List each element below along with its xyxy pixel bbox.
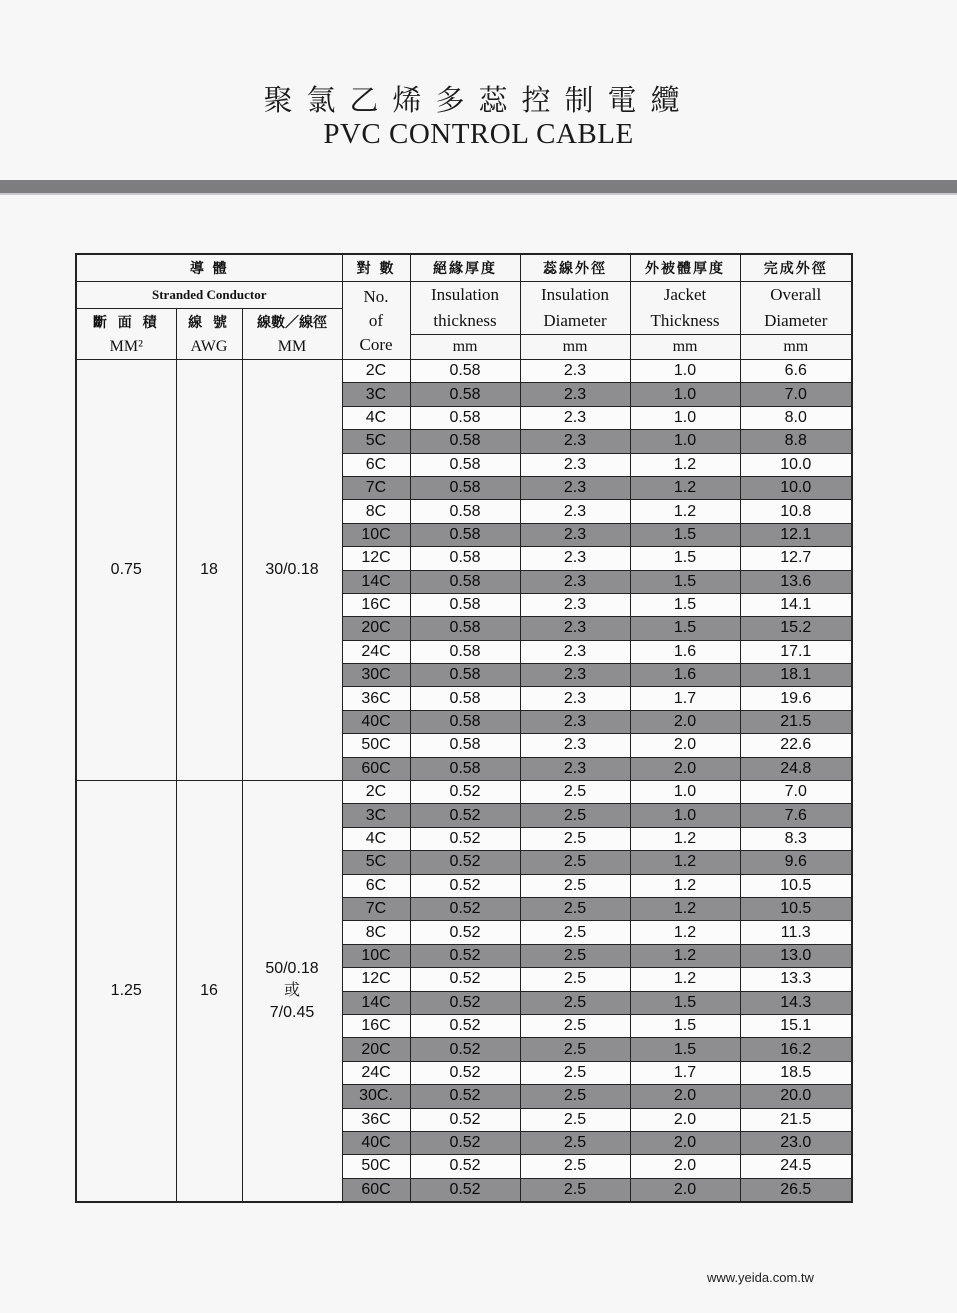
cell-jacket-thickness: 2.0 [630,734,740,757]
cell-insulation-diameter: 2.5 [520,1038,630,1061]
cell-insulation-diameter: 2.5 [520,827,630,850]
cell-core-count: 6C [342,453,410,476]
header-pairs: 對 數 [342,254,410,282]
cell-core-count: 36C [342,687,410,710]
cell-core-count: 8C [342,500,410,523]
cell-insulation-thickness: 0.58 [410,453,520,476]
cell-insulation-diameter: 2.5 [520,1061,630,1084]
cell-core-count: 50C [342,734,410,757]
header-strand-unit: MM [242,335,342,360]
cell-core-count: 3C [342,804,410,827]
header-area-cn: 斷 面 積 [76,308,176,335]
cell-jacket-thickness: 1.0 [630,383,740,406]
cell-insulation-thickness: 0.52 [410,1108,520,1131]
cell-jacket-thickness: 1.2 [630,476,740,499]
cell-insulation-diameter: 2.5 [520,991,630,1014]
website-url: www.yeida.com.tw [707,1270,814,1285]
header-jacket-thickness-en2: Thickness [630,308,740,335]
cell-insulation-thickness: 0.52 [410,827,520,850]
cell-core-count: 10C [342,944,410,967]
cell-insulation-thickness: 0.52 [410,991,520,1014]
header-unit-jacket-thickness: mm [630,335,740,360]
cell-insulation-diameter: 2.3 [520,430,630,453]
strand-line: 50/0.18 [265,960,319,978]
header-insulation-diameter-cn: 蕊線外徑 [520,254,630,282]
cell-insulation-thickness: 0.52 [410,781,520,804]
cell-core-count: 60C [342,1178,410,1202]
cell-insulation-diameter: 2.3 [520,523,630,546]
cell-insulation-thickness: 0.58 [410,570,520,593]
cell-insulation-thickness: 0.52 [410,851,520,874]
cell-insulation-thickness: 0.52 [410,1038,520,1061]
cell-overall-diameter: 26.5 [740,1178,852,1202]
cell-insulation-diameter: 2.3 [520,453,630,476]
header-insulation-diameter-en1: Insulation [520,282,630,309]
cell-insulation-thickness: 0.58 [410,383,520,406]
cell-overall-diameter: 20.0 [740,1085,852,1108]
cell-core-count: 12C [342,547,410,570]
table-row [76,781,852,804]
cell-insulation-thickness: 0.52 [410,1014,520,1037]
cell-jacket-thickness: 1.0 [630,406,740,429]
cell-overall-diameter: 17.1 [740,640,852,663]
header-divider-highlight [0,193,957,195]
header-insulation-thickness-en1: Insulation [410,282,520,309]
cell-insulation-diameter: 2.3 [520,360,630,383]
cell-overall-diameter: 10.0 [740,476,852,499]
cell-jacket-thickness: 1.2 [630,944,740,967]
cell-insulation-thickness: 0.52 [410,968,520,991]
cell-core-count: 40C [342,1131,410,1154]
group-area: 1.25 [76,781,176,1203]
cell-core-count: 2C [342,360,410,383]
cell-overall-diameter: 15.2 [740,617,852,640]
cell-insulation-diameter: 2.3 [520,500,630,523]
cell-jacket-thickness: 1.7 [630,687,740,710]
header-strand-cn: 線數／線徑 [242,308,342,335]
cell-overall-diameter: 8.0 [740,406,852,429]
cell-overall-diameter: 15.1 [740,1014,852,1037]
cell-insulation-diameter: 2.5 [520,921,630,944]
header-conductor: 導 體 [76,254,342,282]
cell-insulation-diameter: 2.5 [520,1085,630,1108]
cell-overall-diameter: 16.2 [740,1038,852,1061]
cell-insulation-diameter: 2.3 [520,664,630,687]
cell-overall-diameter: 13.6 [740,570,852,593]
cell-overall-diameter: 9.6 [740,851,852,874]
cell-insulation-diameter: 2.3 [520,687,630,710]
cell-overall-diameter: 21.5 [740,710,852,733]
cell-insulation-diameter: 2.3 [520,757,630,780]
cell-core-count: 20C [342,617,410,640]
cell-jacket-thickness: 1.2 [630,874,740,897]
cell-overall-diameter: 13.0 [740,944,852,967]
header-insulation-diameter-en2: Diameter [520,308,630,335]
cell-jacket-thickness: 1.2 [630,851,740,874]
cell-overall-diameter: 14.3 [740,991,852,1014]
cell-insulation-diameter: 2.5 [520,804,630,827]
cell-overall-diameter: 21.5 [740,1108,852,1131]
cell-core-count: 30C [342,664,410,687]
cell-overall-diameter: 10.0 [740,453,852,476]
header-overall-diameter-cn: 完成外徑 [740,254,852,282]
cell-insulation-thickness: 0.58 [410,664,520,687]
cell-overall-diameter: 8.8 [740,430,852,453]
header-core-line: Core [359,334,393,354]
group-strand [242,360,342,781]
cell-core-count: 30C. [342,1085,410,1108]
cell-core-count: 3C [342,383,410,406]
strand-line: 7/0.45 [269,1004,315,1022]
cell-insulation-diameter: 2.5 [520,1155,630,1178]
cell-insulation-thickness: 0.52 [410,944,520,967]
group-area: 0.75 [76,360,176,781]
cell-core-count: 50C [342,1155,410,1178]
cell-core-count: 6C [342,874,410,897]
page-title-english: PVC CONTROL CABLE [323,118,634,150]
cell-core-count: 4C [342,827,410,850]
cell-insulation-thickness: 0.52 [410,1131,520,1154]
cell-core-count: 8C [342,921,410,944]
header-insulation-thickness-cn: 絕緣厚度 [410,254,520,282]
cell-insulation-diameter: 2.3 [520,710,630,733]
cell-jacket-thickness: 1.2 [630,453,740,476]
cell-jacket-thickness: 2.0 [630,1178,740,1202]
header-jacket-thickness-en1: Jacket [630,282,740,309]
cell-overall-diameter: 11.3 [740,921,852,944]
cell-insulation-thickness: 0.58 [410,757,520,780]
header-unit-insulation-diameter: mm [520,335,630,360]
cell-overall-diameter: 7.0 [740,781,852,804]
cell-insulation-diameter: 2.5 [520,1014,630,1037]
cell-insulation-thickness: 0.52 [410,1155,520,1178]
cell-insulation-thickness: 0.58 [410,476,520,499]
cell-insulation-thickness: 0.58 [410,360,520,383]
cell-jacket-thickness: 1.6 [630,640,740,663]
header-divider [0,180,957,193]
cell-core-count: 14C [342,570,410,593]
cell-core-count: 40C [342,710,410,733]
cell-insulation-thickness: 0.58 [410,640,520,663]
cell-insulation-thickness: 0.58 [410,687,520,710]
cable-spec-table [75,253,853,1203]
cell-insulation-diameter: 2.3 [520,547,630,570]
cell-jacket-thickness: 1.6 [630,664,740,687]
cell-insulation-diameter: 2.3 [520,383,630,406]
cell-overall-diameter: 24.5 [740,1155,852,1178]
cell-overall-diameter: 12.7 [740,547,852,570]
cell-insulation-thickness: 0.52 [410,1085,520,1108]
cell-core-count: 14C [342,991,410,1014]
cell-jacket-thickness: 1.5 [630,523,740,546]
group-awg: 16 [176,781,242,1203]
cell-insulation-thickness: 0.58 [410,500,520,523]
cell-insulation-thickness: 0.58 [410,617,520,640]
cell-jacket-thickness: 1.5 [630,1014,740,1037]
cell-jacket-thickness: 1.0 [630,360,740,383]
cell-insulation-thickness: 0.58 [410,406,520,429]
cell-jacket-thickness: 1.0 [630,430,740,453]
header-area-unit: MM² [76,335,176,360]
cell-jacket-thickness: 1.2 [630,500,740,523]
cell-insulation-diameter: 2.5 [520,944,630,967]
cell-insulation-thickness: 0.52 [410,1178,520,1202]
header-stranded-conductor: Stranded Conductor [76,282,342,309]
cell-core-count: 7C [342,476,410,499]
strand-line: 30/0.18 [265,561,319,579]
header-overall-diameter-en1: Overall [740,282,852,309]
cell-overall-diameter: 6.6 [740,360,852,383]
cell-overall-diameter: 12.1 [740,523,852,546]
cell-core-count: 5C [342,851,410,874]
header-unit-overall-diameter: mm [740,335,852,360]
cell-jacket-thickness: 1.0 [630,804,740,827]
group-awg: 18 [176,360,242,781]
cell-overall-diameter: 24.8 [740,757,852,780]
cell-overall-diameter: 10.8 [740,500,852,523]
cell-jacket-thickness: 1.5 [630,1038,740,1061]
cell-overall-diameter: 7.6 [740,804,852,827]
cell-insulation-diameter: 2.5 [520,1108,630,1131]
header-unit-insulation-thickness: mm [410,335,520,360]
cell-jacket-thickness: 1.2 [630,897,740,920]
cell-overall-diameter: 18.5 [740,1061,852,1084]
cell-jacket-thickness: 2.0 [630,1131,740,1154]
cell-overall-diameter: 7.0 [740,383,852,406]
cell-insulation-thickness: 0.58 [410,710,520,733]
cell-core-count: 24C [342,640,410,663]
cell-insulation-thickness: 0.52 [410,804,520,827]
cell-jacket-thickness: 2.0 [630,710,740,733]
header-no-of-core [342,282,410,360]
cell-core-count: 5C [342,430,410,453]
cell-jacket-thickness: 1.5 [630,991,740,1014]
cell-insulation-diameter: 2.5 [520,1178,630,1202]
header-no-line: No. [363,286,389,306]
cell-insulation-thickness: 0.58 [410,523,520,546]
cell-overall-diameter: 13.3 [740,968,852,991]
cell-insulation-diameter: 2.5 [520,968,630,991]
cell-insulation-diameter: 2.5 [520,851,630,874]
cell-insulation-diameter: 2.3 [520,640,630,663]
cell-insulation-diameter: 2.5 [520,781,630,804]
spec-table-body [76,360,852,1203]
cell-insulation-diameter: 2.3 [520,406,630,429]
cell-insulation-thickness: 0.58 [410,593,520,616]
header-awg-unit: AWG [176,335,242,360]
cell-jacket-thickness: 1.0 [630,781,740,804]
cell-overall-diameter: 10.5 [740,874,852,897]
cell-core-count: 24C [342,1061,410,1084]
cell-insulation-diameter: 2.3 [520,476,630,499]
cell-jacket-thickness: 1.5 [630,593,740,616]
cell-jacket-thickness: 2.0 [630,757,740,780]
cell-core-count: 16C [342,1014,410,1037]
cell-core-count: 2C [342,781,410,804]
cell-insulation-diameter: 2.3 [520,734,630,757]
group-strand [242,781,342,1203]
cell-insulation-thickness: 0.52 [410,921,520,944]
cell-insulation-thickness: 0.52 [410,874,520,897]
cell-jacket-thickness: 1.7 [630,1061,740,1084]
cell-insulation-thickness: 0.58 [410,547,520,570]
cell-core-count: 16C [342,593,410,616]
cell-jacket-thickness: 2.0 [630,1155,740,1178]
cell-jacket-thickness: 1.5 [630,617,740,640]
cell-core-count: 7C [342,897,410,920]
header-of-line: of [368,310,384,330]
cell-insulation-diameter: 2.5 [520,897,630,920]
cell-core-count: 20C [342,1038,410,1061]
cell-jacket-thickness: 1.2 [630,968,740,991]
cell-core-count: 60C [342,757,410,780]
cell-overall-diameter: 19.6 [740,687,852,710]
header-overall-diameter-en2: Diameter [740,308,852,335]
cell-insulation-thickness: 0.52 [410,897,520,920]
cell-insulation-diameter: 2.3 [520,617,630,640]
cell-jacket-thickness: 1.2 [630,921,740,944]
cell-overall-diameter: 8.3 [740,827,852,850]
cell-overall-diameter: 23.0 [740,1131,852,1154]
cell-overall-diameter: 18.1 [740,664,852,687]
table-row [76,360,852,383]
cell-jacket-thickness: 2.0 [630,1085,740,1108]
page-title-chinese: 聚氯乙烯多蕊控制電纜 [263,83,694,117]
cell-insulation-diameter: 2.5 [520,874,630,897]
cell-core-count: 12C [342,968,410,991]
cell-jacket-thickness: 1.5 [630,570,740,593]
cell-core-count: 10C [342,523,410,546]
header-awg-cn: 線 號 [176,308,242,335]
cell-jacket-thickness: 1.5 [630,547,740,570]
header-jacket-thickness-cn: 外被體厚度 [630,254,740,282]
cell-insulation-diameter: 2.3 [520,593,630,616]
cell-overall-diameter: 22.6 [740,734,852,757]
cell-jacket-thickness: 2.0 [630,1108,740,1131]
cell-insulation-thickness: 0.52 [410,1061,520,1084]
cell-insulation-diameter: 2.5 [520,1131,630,1154]
cell-jacket-thickness: 1.2 [630,827,740,850]
cell-core-count: 36C [342,1108,410,1131]
cell-insulation-thickness: 0.58 [410,734,520,757]
cell-core-count: 4C [342,406,410,429]
header-insulation-thickness-en2: thickness [410,308,520,335]
strand-line: 或 [284,982,301,1000]
cell-overall-diameter: 14.1 [740,593,852,616]
cell-overall-diameter: 10.5 [740,897,852,920]
cell-insulation-thickness: 0.58 [410,430,520,453]
cell-insulation-diameter: 2.3 [520,570,630,593]
